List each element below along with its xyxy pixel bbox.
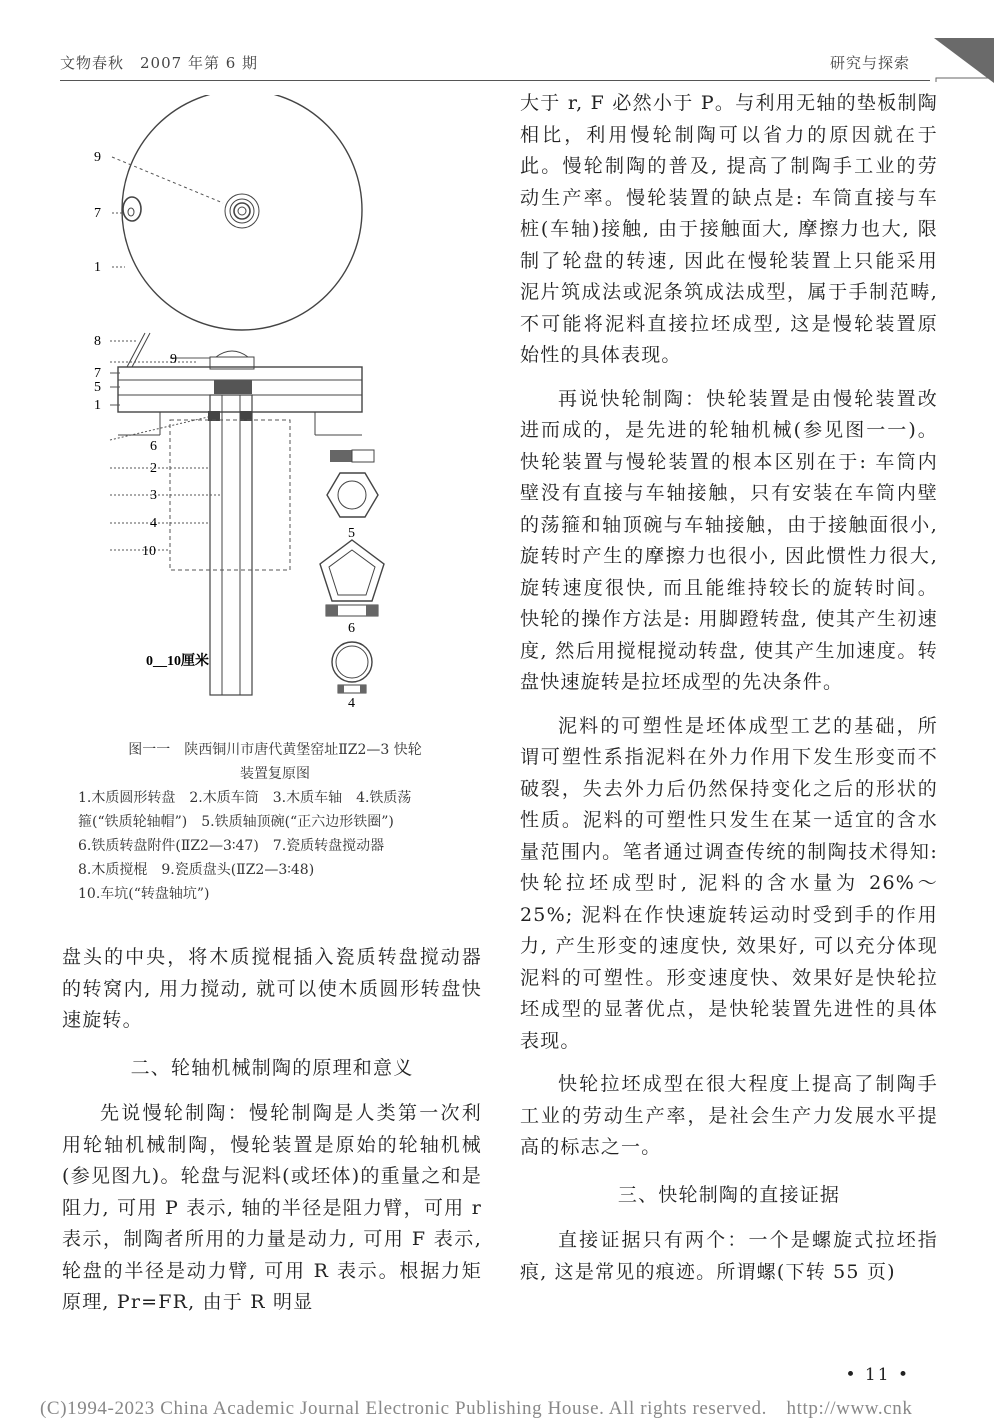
- paragraph: 盘头的中央，将木质搅棍插入瓷质转盘搅动器的转窝内, 用力搅动, 就可以使木质圆形转盘快速旋转。: [62, 946, 482, 1031]
- label-4-part: 4: [348, 696, 355, 711]
- page-corner-fold: [934, 38, 994, 83]
- paragraph: 泥料的可塑性是坯体成型工艺的基础，所谓可塑性系指泥料在外力作用下发生形变而不破裂，失去外力后仍然保持变化之后的形状的性质。泥料的可塑性只发生在某一适宜的含水量范围内。笔者通过调查传统的制陶技术得知: 快轮拉坯成型时, 泥料的含水量为 26%～25%; 泥料在作快速旋转运动时受到手的作用力, 产生形变的速度快, 效果好, 可以充分体现泥料的可塑性。形变速度快、效果好是快轮拉坯成型的显著优点，是快轮装置先进性的具体表现。: [520, 714, 938, 1052]
- running-header: [60, 52, 940, 78]
- label-4-side: 4: [150, 516, 157, 531]
- copyright-footer: (C)1994-2023 China Academic Journal Electronic Publishing House. All rights reserved. http://www.cnk: [40, 1398, 913, 1419]
- label-10: 10: [142, 544, 156, 559]
- section-name: 研究与探索: [829, 54, 910, 72]
- page-number: • 11 •: [845, 1365, 910, 1385]
- caption-legend-line: 6.铁质转盘附件(ⅡZ2—3∶47) 7.瓷质转盘搅动器: [78, 838, 385, 854]
- label-9-side: 9: [170, 352, 177, 367]
- caption-title-line1: 图一一 陕西铜川市唐代黄堡窑址ⅡZ2—3 快轮: [128, 742, 422, 758]
- caption-legend-line: 箍(“铁质轮轴帽”) 5.铁质轴顶碗(“正六边形铁圈”): [78, 814, 394, 830]
- label-5-part: 5: [348, 526, 355, 541]
- caption-legend-line: 10.车坑(“转盘轴坑”): [78, 886, 210, 902]
- journal-issue: 文物春秋 2007 年第 6 期: [60, 54, 259, 72]
- section-heading: 三、快轮制陶的直接证据: [617, 1183, 841, 1206]
- header-rule: [60, 80, 930, 81]
- label-5-side: 5: [94, 380, 101, 395]
- wheel-top-view: [122, 95, 362, 330]
- label-2: 2: [150, 461, 157, 476]
- figure-wheel-diagram: [90, 95, 440, 725]
- scale-bar: 0__10厘米: [146, 654, 209, 669]
- figure-caption: [70, 738, 480, 906]
- label-6-side: 6: [150, 439, 157, 454]
- label-6-part: 6: [348, 621, 355, 636]
- paragraph: 直接证据只有两个：一个是螺旋式拉坯指痕, 这是常见的痕迹。所谓螺(下转 55 页): [520, 1229, 938, 1283]
- label-9-top: 9: [94, 150, 101, 165]
- label-8: 8: [94, 334, 101, 349]
- paragraph: 快轮拉坯成型在很大程度上提高了制陶手工业的劳动生产率，是社会生产力发展水平提高的标志之一。: [520, 1073, 938, 1158]
- caption-title-line2: 装置复原图: [240, 766, 310, 782]
- label-7-side: 7: [94, 366, 101, 381]
- label-7-top: 7: [94, 206, 101, 221]
- caption-legend-line: 1.木质圆形转盘 2.木质车筒 3.木质车轴 4.铁质荡: [78, 790, 412, 806]
- label-3: 3: [150, 488, 157, 503]
- left-column: [62, 942, 482, 1319]
- label-1-side: 1: [94, 398, 101, 413]
- caption-legend-line: 8.木质搅棍 9.瓷质盘头(ⅡZ2—3∶48): [78, 862, 315, 878]
- section-heading: 二、轮轴机械制陶的原理和意义: [130, 1056, 414, 1079]
- paragraph: 大于 r, F 必然小于 P。与利用无轴的垫板制陶相比，利用慢轮制陶可以省力的原因就在于此。慢轮制陶的普及, 提高了制陶手工业的劳动生产率。慢轮装置的缺点是: 车筒直接与车桩(车轴)接触, 由于接触面大, 摩擦力也大, 限制了轮盘的转速, 因此在慢轮装置上只能采用泥片筑成法或泥条筑成法成型，属于手制范畴, 不可能将泥料直接拉坯成型, 这是慢轮装置原始性的具体表现。: [520, 92, 938, 366]
- paragraph: 先说慢轮制陶：慢轮制陶是人类第一次利用轮轴机械制陶，慢轮装置是原始的轮轴机械(参见图九)。轮盘与泥料(或坯体)的重量之和是阻力, 可用 P 表示, 轴的半径是阻力臂，可用 r 表示，制陶者所用的力量是动力, 可用 F 表示, 轮盘的半径是动力臂, 可用 R 表示。根据力矩原理, Pr=FR, 由于 R 明显: [62, 1102, 482, 1313]
- right-column: [520, 88, 938, 1288]
- paragraph: 再说快轮制陶：快轮装置是由慢轮装置改进而成的，是先进的轮轴机械(参见图一一)。快轮装置与慢轮装置的根本区别在于: 车筒内壁没有直接与车轴接触，只有安装在车筒内壁的荡箍和轴顶碗与车轴接触，由于接触面很小, 旋转时产生的摩擦力也很小, 因此惯性力很大, 旋转速度很快, 而且能维持较长的旋转时间。快轮的操作方法是: 用脚蹬转盘, 使其产生初速度, 然后用搅棍搅动转盘, 使其产生加速度。转盘快速旋转是拉坯成型的先决条件。: [520, 387, 938, 693]
- label-1-top: 1: [94, 260, 101, 275]
